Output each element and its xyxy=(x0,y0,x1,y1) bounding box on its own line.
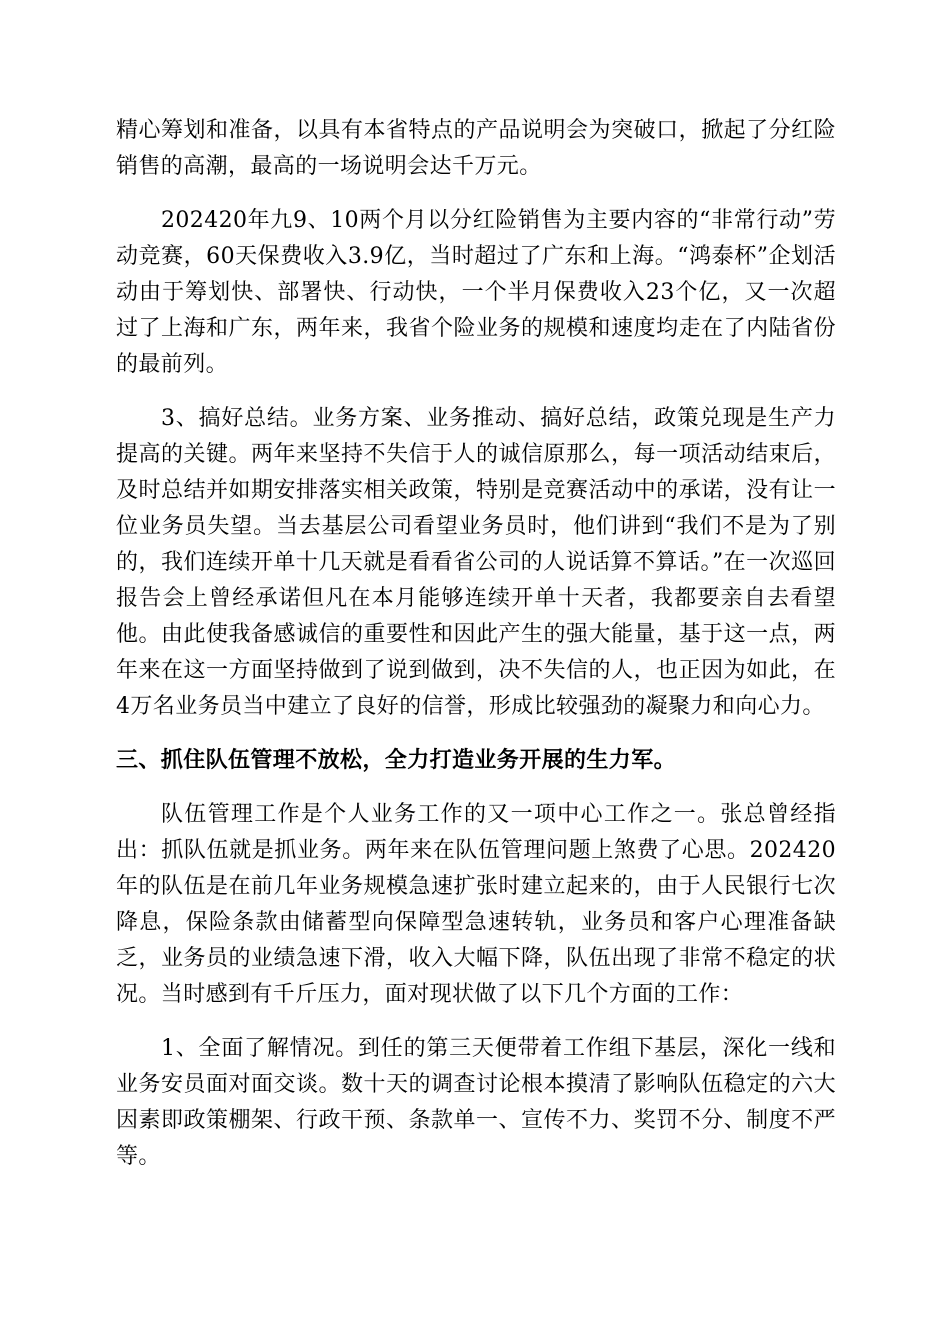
paragraph-summary-point: 3、搞好总结。业务方案、业务推动、搞好总结，政策兑现是生产力提高的关键。两年来坚持不失信于人的诚信原那么，每一项活动结束后，及时总结并如期安排落实相关政策，特别是竞赛活动中的承诺，没有让一位业务员失望。当去基层公司看望业务员时，他们讲到“我们不是为了别的，我们连续开单十几天就是看看省公司的人说话算不算话。”在一次巡回报告会上曾经承诺但凡在本月能够连续开单十天者，我都要亲自去看望他。由此使我备感诚信的重要性和因此产生的强大能量，基于这一点，两年来在这一方面坚持做到了说到做到，决不失信的人，也正因为如此，在4万名业务员当中建立了良好的信誉，形成比较强劲的凝聚力和向心力。 xyxy=(116,406,836,719)
section-heading: 三、抓住队伍管理不放松，全力打造业务开展的生力军。 xyxy=(116,748,677,773)
paragraph-continuation: 精心筹划和准备，以具有本省特点的产品说明会为突破口，掀起了分红险销售的高潮，最高的一场说明会达千万元。 xyxy=(116,118,836,179)
paragraph-understand-situation: 1、全面了解情况。到任的第三天便带着工作组下基层，深化一线和业务安员面对面交谈。数十天的调查讨论根本摸清了影响队伍稳定的六大因素即政策棚架、行政干预、条款单一、宣传不力、奖罚不分、制度不严等。 xyxy=(116,1036,836,1169)
paragraph-team-management: 队伍管理工作是个人业务工作的又一项中心工作之一。张总曾经指出：抓队伍就是抓业务。两年来在队伍管理问题上煞费了心思。202420年的队伍是在前几年业务规模急速扩张时建立起来的，由于人民银行七次降息，保险条款由储蓄型向保障型急速转轨，业务员和客户心理准备缺乏，业务员的业绩急速下滑，收入大幅下降，队伍出现了非常不稳定的状况。当时感到有千斤压力，面对现状做了以下几个方面的工作： xyxy=(116,802,836,1007)
document-page xyxy=(116,113,836,1193)
paragraph-campaign-results: 202420年九9、10两个月以分红险销售为主要内容的“非常行动”劳动竞赛，60天保费收入3.9亿，当时超过了广东和上海。“鸿泰杯”企划活动由于筹划快、部署快、行动快，一个半月保费收入23个亿，又一次超过了上海和广东，两年来，我省个险业务的规模和速度均走在了内陆省份的最前列。 xyxy=(116,208,836,377)
